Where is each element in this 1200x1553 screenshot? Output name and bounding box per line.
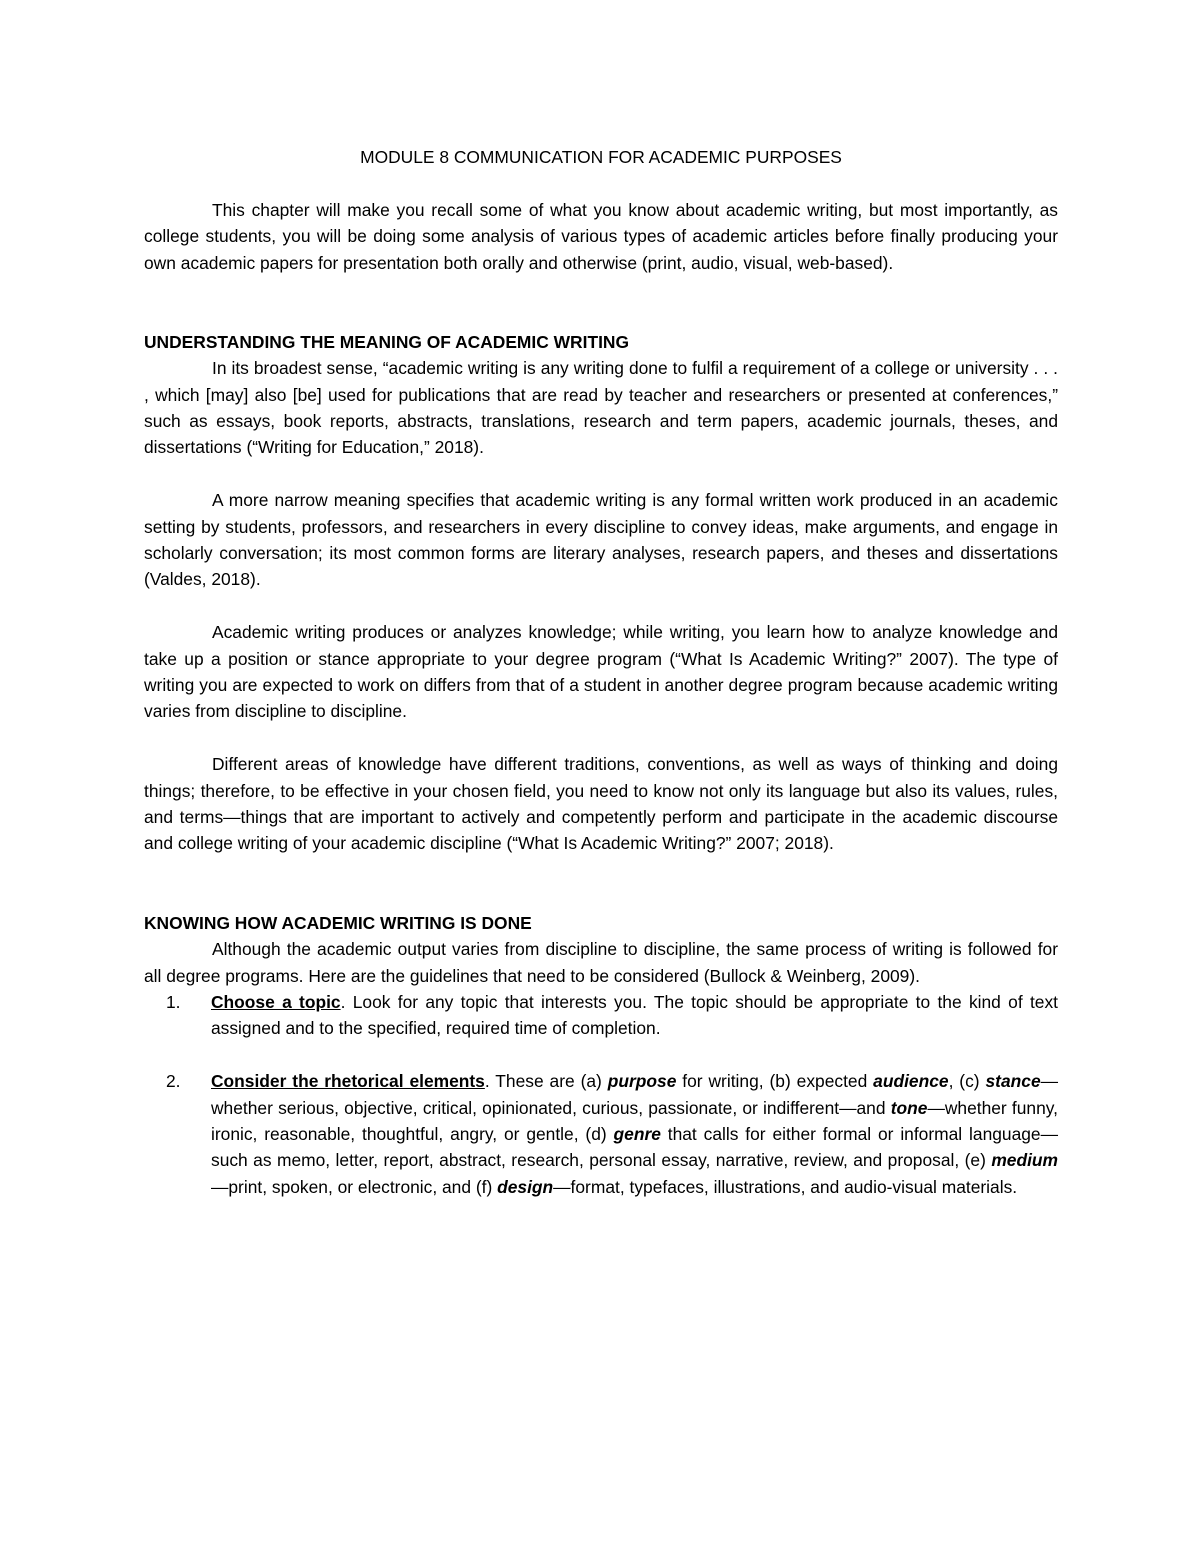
spacer xyxy=(144,725,1058,751)
keyword-purpose: purpose xyxy=(607,1071,677,1092)
keyword-genre: genre xyxy=(613,1123,661,1144)
keyword-audience: audience xyxy=(873,1071,949,1092)
list-item-term: Choose a topic xyxy=(211,991,341,1012)
list-item-text: —print, spoken, or electronic, and (f) xyxy=(211,1176,498,1197)
paragraph-guidelines-intro: Although the academic output varies from discipline to discipline, the same process of writing is followed for all degree programs. Here are the guidelines that need to be considered (Bullock & Weinberg, 2009). xyxy=(144,939,1058,986)
list-item-text: . Look for any topic that interests you. The topic should be appropriate to the kind of text assigned and to the specified, required time of completion. xyxy=(211,991,1058,1039)
list-item-term: Consider the rhetorical elements xyxy=(211,1071,485,1092)
spacer xyxy=(144,857,1058,910)
list-item-text: , (c) xyxy=(948,1071,986,1092)
spacer xyxy=(144,276,1058,329)
keyword-stance: stance xyxy=(985,1071,1041,1092)
list-item-text: —whether funny, ironic, reasonable, thoughtful, angry, or gentle, (d) xyxy=(211,1097,1059,1144)
intro-paragraph: This chapter will make you recall some of what you know about academic writing, but most importantly, as college students, you will be doing some analysis of various types of academic articles before finally producing your own academic papers for presentation both orally and otherwise (print, audio, visual, web-based). xyxy=(144,199,1058,273)
spacer xyxy=(144,1042,1058,1068)
paragraph-narrow-meaning: A more narrow meaning specifies that academic writing is any formal written work produced in an academic setting by students, professors, and researchers in every discipline to convey ideas, make arguments, and engage in scholarly conversation; its most common forms are literary analyses, research papers, and theses and dissertations (Valdes, 2018). xyxy=(144,490,1058,590)
list-item-text: —whether serious, objective, critical, opinionated, curious, passionate, or indifferent—and xyxy=(211,1071,1059,1118)
spacer xyxy=(144,593,1058,619)
list-item xyxy=(144,1068,1058,1200)
list-item-number: 1. xyxy=(166,991,181,1012)
guidelines-list xyxy=(144,989,1058,1200)
section-heading-knowing-how: KNOWING HOW ACADEMIC WRITING IS DONE xyxy=(144,912,532,933)
keyword-design: design xyxy=(497,1176,554,1197)
list-item-number: 2. xyxy=(166,1071,181,1092)
list-item-text: that calls for either formal or informal language—such as memo, letter, report, abstract, research, personal essay, narrative, review, and proposal, (e) xyxy=(211,1123,1058,1171)
spacer xyxy=(144,461,1058,487)
paragraph-different-areas: Different areas of knowledge have different traditions, conventions, as well as ways of thinking and doing things; therefore, to be effective in your chosen field, you need to know not only its language but also its values, rules, and terms—things that are important to actively and competently perform and participate in the academic discourse and college writing of your academic discipline (“What Is Academic Writing?” 2007; 2018). xyxy=(144,754,1058,854)
list-item xyxy=(144,989,1058,1042)
document-body xyxy=(144,144,1058,1200)
keyword-medium: medium xyxy=(991,1150,1058,1171)
paragraph-broadest-sense: In its broadest sense, “academic writing is any writing done to fulfil a requirement of a college or university . . . , which [may] also [be] used for publications that are read by teacher and researchers or presented at conferences,” such as essays, book reports, abstracts, translations, research and term papers, academic journals, theses, and dissertations (“Writing for Education,” 2018). xyxy=(144,358,1058,458)
paragraph-produces-knowledge: Academic writing produces or analyzes knowledge; while writing, you learn how to analyze knowledge and take up a position or stance appropriate to your degree program (“What Is Academic Writing?” 2007). The type of writing you are expected to work on differs from that of a student in another degree program because academic writing varies from discipline to discipline. xyxy=(144,622,1058,722)
list-item-text: . These are (a) xyxy=(484,1071,608,1092)
page-title: MODULE 8 COMMUNICATION FOR ACADEMIC PURPOSES xyxy=(360,147,842,167)
list-item-text: —format, typefaces, illustrations, and audio-visual materials. xyxy=(553,1176,1018,1197)
section-heading-understanding: UNDERSTANDING THE MEANING OF ACADEMIC WRITING xyxy=(144,331,629,352)
keyword-tone: tone xyxy=(890,1097,928,1118)
list-item-text: for writing, (b) expected xyxy=(676,1071,874,1092)
